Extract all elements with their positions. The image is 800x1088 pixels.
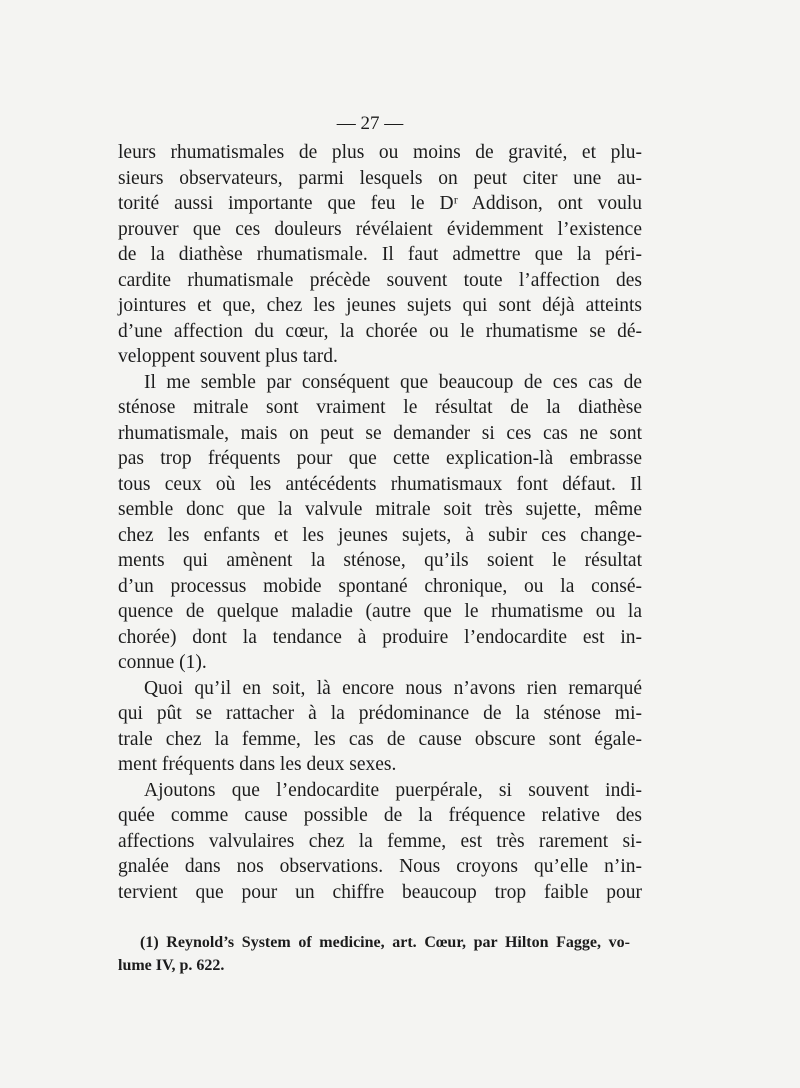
- text-line: de la diathèse rhumatismale. Il faut admettre que la péri-: [118, 244, 642, 265]
- text-line: chorée) dont la tendance à produire l’endocardite est in-: [118, 626, 642, 648]
- text-line: qui pût se rattacher à la prédominance de la sténose mi-: [118, 703, 642, 724]
- text-line: prouver que ces douleurs révélaient évidemment l’existence: [118, 218, 642, 240]
- text-line: d’un processus mobide spontané chronique, ou la consé-: [118, 575, 642, 597]
- text-line: quée comme cause possible de la fréquence relative des: [118, 805, 642, 826]
- text-line: gnalée dans nos observations. Nous croyons qu’elle n’in-: [118, 856, 642, 877]
- text-line: connue (1).: [118, 652, 207, 673]
- text-line: ments qui amènent la sténose, qu’ils soient le résultat: [118, 550, 642, 571]
- body-text: [118, 140, 642, 905]
- text-line: rhumatismale, mais on peut se demander si ces cas ne sont: [118, 422, 642, 444]
- text-line: torité aussi importante que feu le Dʳ Addison, ont voulu: [118, 193, 642, 214]
- text-line: Ajoutons que l’endocardite puerpérale, si souvent indi-: [144, 779, 642, 801]
- text-line: tervient que pour un chiffre beaucoup trop faible pour: [118, 881, 642, 903]
- paragraph: [118, 676, 642, 778]
- paragraph: [118, 370, 642, 676]
- text-line: d’une affection du cœur, la chorée ou le rhumatisme se dé-: [118, 320, 642, 342]
- page-number: — 27 —: [336, 113, 404, 134]
- text-line: leurs rhumatismales de plus ou moins de gravité, et plu-: [118, 142, 642, 163]
- text-line: sténose mitrale sont vraiment le résultat de la diathèse: [118, 397, 642, 418]
- text-line: Il me semble par conséquent que beaucoup de ces cas de: [144, 371, 642, 393]
- text-line: affections valvulaires chez la femme, est très rarement si-: [118, 830, 642, 852]
- text-line: quence de quelque maladie (autre que le rhumatisme ou la: [118, 601, 642, 622]
- paragraph: [118, 778, 642, 906]
- footnote-line: (1) Reynold’s System of medicine, art. Cœur, par Hilton Fagge, vo-: [140, 934, 630, 951]
- text-line: veloppent souvent plus tard.: [118, 346, 338, 367]
- text-line: ment fréquents dans les deux sexes.: [118, 754, 397, 775]
- text-line: trale chez la femme, les cas de cause obscure sont égale-: [118, 728, 642, 750]
- text-line: Quoi qu’il en soit, là encore nous n’avons rien remarqué: [144, 677, 642, 699]
- text-line: pas trop fréquents pour que cette explication-là embrasse: [118, 448, 642, 469]
- text-line: tous ceux où les antécédents rhumatismaux font défaut. Il: [118, 473, 642, 495]
- text-line: sieurs observateurs, parmi lesquels on peut citer une au-: [118, 167, 642, 189]
- footnote-line: lume IV, p. 622.: [118, 957, 225, 974]
- paragraph: [118, 140, 642, 370]
- text-line: jointures et que, chez les jeunes sujets qui sont déjà atteints: [118, 295, 642, 316]
- text-line: chez les enfants et les jeunes sujets, à subir ces change-: [118, 524, 642, 546]
- footnotes: [118, 931, 630, 977]
- text-line: cardite rhumatismale précède souvent toute l’affection des: [118, 269, 642, 291]
- text-line: semble donc que la valvule mitrale soit très sujette, même: [118, 499, 642, 520]
